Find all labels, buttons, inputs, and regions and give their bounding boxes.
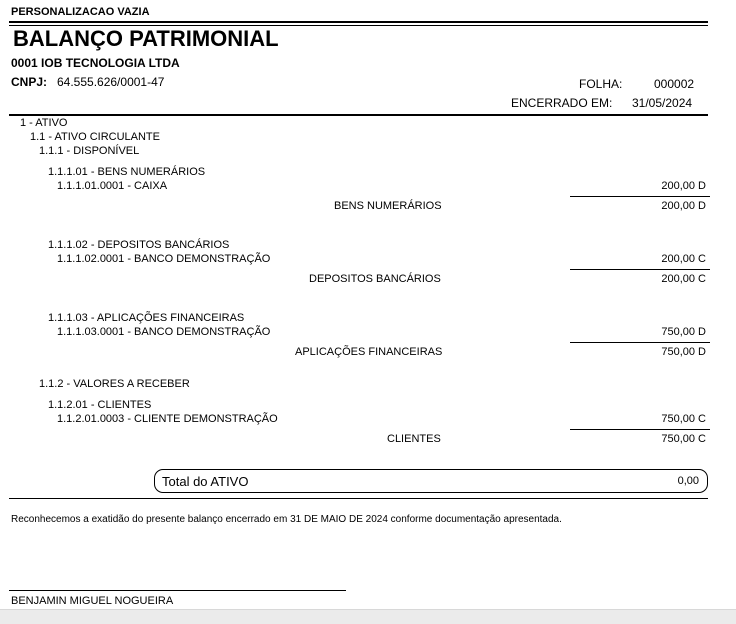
header-bottom-rule [9, 114, 708, 116]
page-title: BALANÇO PATRIMONIAL [13, 26, 279, 51]
subtotal-aplicacoes-label: APLICAÇÕES FINANCEIRAS [295, 346, 443, 358]
subtotal-depositos-value: 200,00 C [661, 273, 706, 285]
account-ativo: 1 - ATIVO [20, 117, 68, 129]
account-group-depositos: 1.1.1.02 - DEPOSITOS BANCÁRIOS [48, 239, 230, 251]
subtotal-depositos-label: DEPOSITOS BANCÁRIOS [309, 273, 441, 285]
folha-label: FOLHA: [579, 77, 623, 91]
subtotal-clientes-label: CLIENTES [387, 433, 441, 445]
total-bottom-rule [9, 498, 708, 499]
account-ativo-circulante: 1.1 - ATIVO CIRCULANTE [30, 131, 160, 143]
account-valores-receber: 1.1.2 - VALORES A RECEBER [39, 378, 190, 390]
cnpj-value: 64.555.626/0001-47 [57, 75, 165, 89]
viewer-bottom-bar [0, 609, 736, 624]
subtotal-rule [570, 429, 710, 430]
account-banco-demonstracao-1: 1.1.1.02.0001 - BANCO DEMONSTRAÇÃO [57, 253, 271, 265]
subtotal-clientes-value: 750,00 C [661, 433, 706, 445]
account-group-bens: 1.1.1.01 - BENS NUMERÁRIOS [48, 166, 206, 178]
account-group-aplicacoes: 1.1.1.03 - APLICAÇÕES FINANCEIRAS [48, 312, 245, 324]
total-label: Total do ATIVO [162, 474, 249, 489]
report-config-name: PERSONALIZACAO VAZIA [11, 6, 150, 18]
subtotal-bens-label: BENS NUMERÁRIOS [334, 200, 442, 212]
account-banco-demonstracao-2-value: 750,00 D [661, 326, 706, 338]
signature-line [9, 590, 346, 591]
encerrado-label: ENCERRADO EM: [511, 96, 613, 110]
account-cliente-demonstracao: 1.1.2.01.0003 - CLIENTE DEMONSTRAÇÃO [57, 413, 278, 425]
total-value: 0,00 [677, 475, 699, 487]
account-disponivel: 1.1.1 - DISPONÍVEL [39, 145, 140, 157]
account-caixa: 1.1.1.01.0001 - CAIXA [57, 180, 168, 192]
account-group-clientes: 1.1.2.01 - CLIENTES [48, 399, 152, 411]
cnpj-label: CNPJ: [11, 75, 48, 89]
subtotal-rule [570, 196, 710, 197]
subtotal-rule [570, 342, 710, 343]
total-box [154, 469, 708, 493]
header-top-rule [9, 21, 708, 23]
company-name: 0001 IOB TECNOLOGIA LTDA [11, 56, 180, 70]
account-banco-demonstracao-1-value: 200,00 C [661, 253, 706, 265]
encerrado-value: 31/05/2024 [632, 96, 693, 110]
account-caixa-value: 200,00 D [661, 180, 706, 192]
folha-value: 000002 [654, 77, 695, 91]
subtotal-rule [570, 269, 710, 270]
subtotal-bens-value: 200,00 D [661, 200, 706, 212]
account-banco-demonstracao-2: 1.1.1.03.0001 - BANCO DEMONSTRAÇÃO [57, 326, 271, 338]
account-cliente-demonstracao-value: 750,00 C [661, 413, 706, 425]
signer-name: BENJAMIN MIGUEL NOGUEIRA [11, 595, 174, 607]
closing-statement: Reconhecemos a exatidão do presente balanço encerrado em 31 DE MAIO DE 2024 conforme documentação apresentada. [11, 514, 562, 525]
subtotal-aplicacoes-value: 750,00 D [661, 346, 706, 358]
